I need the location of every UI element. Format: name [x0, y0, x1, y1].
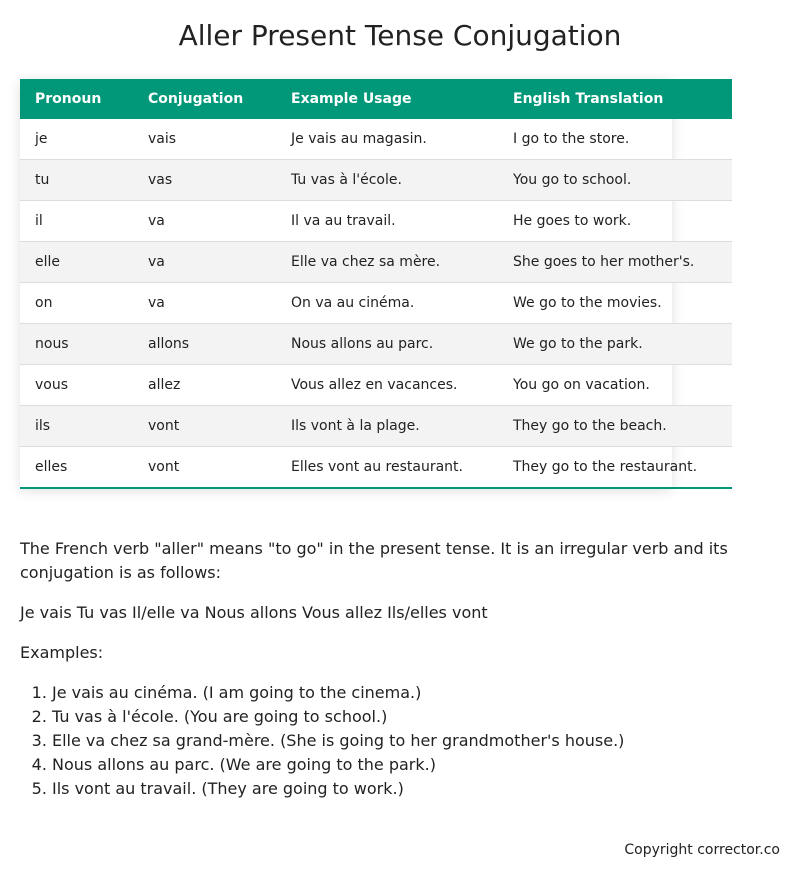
example-cell: Je vais au magasin. — [291, 131, 427, 147]
list-item: 5. Ils vont au travail. (They are going to work.) — [52, 777, 780, 801]
translation-cell: You go to school. — [513, 172, 632, 188]
column-header-conjugation: Conjugation — [148, 91, 244, 107]
table-header-row — [20, 79, 732, 119]
example-cell: Tu vas à l'école. — [291, 172, 402, 188]
copyright-text: Copyright corrector.co — [624, 842, 780, 858]
conjugation-table-container — [20, 79, 698, 489]
conjugation-cell: vont — [148, 459, 180, 475]
list-item: 2. Tu vas à l'école. (You are going to school.) — [52, 705, 780, 729]
table-row — [20, 119, 732, 160]
translation-cell: We go to the movies. — [513, 295, 662, 311]
conjugation-cell: vas — [148, 172, 173, 188]
translation-cell: He goes to work. — [513, 213, 632, 229]
translation-cell: We go to the park. — [513, 336, 643, 352]
examples-list — [20, 681, 780, 801]
explanation-section — [20, 537, 780, 801]
pronoun-cell: ils — [35, 418, 51, 434]
example-cell: Nous allons au parc. — [291, 336, 434, 352]
conjugation-cell: va — [148, 254, 165, 270]
pronoun-cell: elles — [35, 459, 68, 475]
conjugation-cell: vais — [148, 131, 177, 147]
pronoun-cell: tu — [35, 172, 50, 188]
column-header-example: Example Usage — [291, 91, 412, 107]
conjugation-table — [20, 79, 732, 489]
pronoun-cell: vous — [35, 377, 69, 393]
table-row — [20, 406, 732, 447]
list-item: 1. Je vais au cinéma. (I am going to the cinema.) — [52, 681, 780, 705]
example-cell: Ils vont à la plage. — [291, 418, 420, 434]
intro-paragraph: The French verb "aller" means "to go" in the present tense. It is an irregular verb and its conjugation is as follows: — [20, 539, 728, 582]
translation-cell: They go to the restaurant. — [513, 459, 698, 475]
table-row — [20, 447, 732, 489]
examples-label: Examples: — [20, 643, 104, 662]
table-row — [20, 283, 732, 324]
translation-cell: She goes to her mother's. — [513, 254, 695, 270]
table-row — [20, 365, 732, 406]
column-header-pronoun: Pronoun — [35, 91, 102, 107]
table-row — [20, 160, 732, 201]
example-cell: Vous allez en vacances. — [291, 377, 458, 393]
column-header-translation: English Translation — [513, 91, 664, 107]
example-cell: On va au cinéma. — [291, 295, 415, 311]
table-row — [20, 201, 732, 242]
conjugation-cell: va — [148, 295, 165, 311]
conjugation-cell: allons — [148, 336, 190, 352]
conjugation-cell: va — [148, 213, 165, 229]
table-row — [20, 242, 732, 283]
conjugation-cell: allez — [148, 377, 181, 393]
list-item: 3. Elle va chez sa grand-mère. (She is going to her grandmother's house.) — [52, 729, 780, 753]
conjugation-summary: Je vais Tu vas Il/elle va Nous allons Vous allez Ils/elles vont — [20, 603, 488, 622]
conjugation-cell: vont — [148, 418, 180, 434]
pronoun-cell: il — [35, 213, 43, 229]
translation-cell: They go to the beach. — [513, 418, 667, 434]
translation-cell: You go on vacation. — [513, 377, 650, 393]
example-cell: Elle va chez sa mère. — [291, 254, 441, 270]
pronoun-cell: on — [35, 295, 53, 311]
list-item: 4. Nous allons au parc. (We are going to the park.) — [52, 753, 780, 777]
pronoun-cell: elle — [35, 254, 61, 270]
example-cell: Il va au travail. — [291, 213, 396, 229]
translation-cell: I go to the store. — [513, 131, 630, 147]
pronoun-cell: je — [35, 131, 48, 147]
page-title: Aller Present Tense Conjugation — [178, 19, 622, 52]
table-row — [20, 324, 732, 365]
pronoun-cell: nous — [35, 336, 69, 352]
example-cell: Elles vont au restaurant. — [291, 459, 463, 475]
